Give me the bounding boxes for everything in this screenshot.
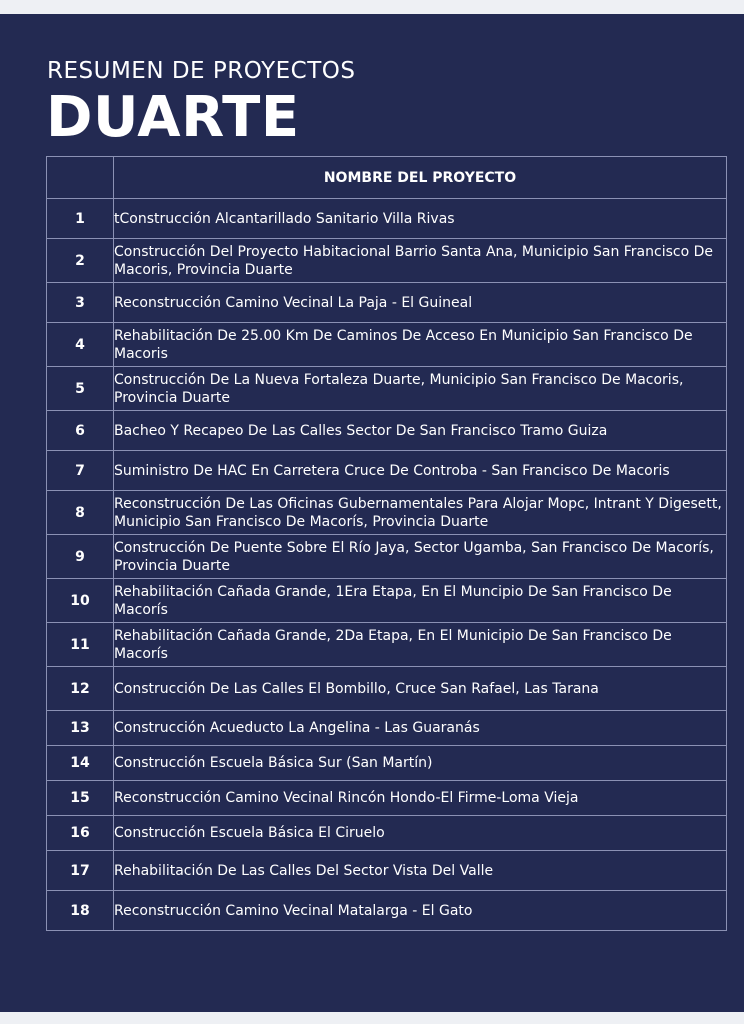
- table-row: [47, 746, 727, 781]
- project-number: 2: [47, 239, 114, 283]
- projects-table: [46, 156, 727, 931]
- table-row: [47, 711, 727, 746]
- table-row: [47, 781, 727, 816]
- table-row: [47, 535, 727, 579]
- table-row: [47, 367, 727, 411]
- project-name: Construcción Acueducto La Angelina - Las Guaranás: [114, 711, 727, 746]
- project-name: Reconstrucción Camino Vecinal Rincón Hondo-El Firme-Loma Vieja: [114, 781, 727, 816]
- project-name: Rehabilitación Cañada Grande, 1Era Etapa, En El Muncipio De San Francisco De Macorís: [114, 579, 727, 623]
- project-name: Construcción De La Nueva Fortaleza Duarte, Municipio San Francisco De Macoris, Provincia Duarte: [114, 367, 727, 411]
- table-header-row: [47, 157, 727, 199]
- project-number: 13: [47, 711, 114, 746]
- project-number: 17: [47, 851, 114, 891]
- project-name: Rehabilitación Cañada Grande, 2Da Etapa, En El Municipio De San Francisco De Macorís: [114, 623, 727, 667]
- page-subtitle: RESUMEN DE PROYECTOS: [47, 58, 356, 84]
- project-number: 7: [47, 451, 114, 491]
- number-column-header: [47, 157, 114, 199]
- project-number: 4: [47, 323, 114, 367]
- project-name: Reconstrucción Camino Vecinal La Paja - El Guineal: [114, 283, 727, 323]
- table-row: [47, 451, 727, 491]
- table-row: [47, 623, 727, 667]
- project-name: Bacheo Y Recapeo De Las Calles Sector De San Francisco Tramo Guiza: [114, 411, 727, 451]
- project-name: Rehabilitación De 25.00 Km De Caminos De Acceso En Municipio San Francisco De Macoris: [114, 323, 727, 367]
- project-name: Construcción De Puente Sobre El Río Jaya, Sector Ugamba, San Francisco De Macorís, Provincia Duarte: [114, 535, 727, 579]
- document-page: [0, 14, 744, 1012]
- project-name: Suministro De HAC En Carretera Cruce De Controba - San Francisco De Macoris: [114, 451, 727, 491]
- project-number: 3: [47, 283, 114, 323]
- project-name: Construcción Del Proyecto Habitacional Barrio Santa Ana, Municipio San Francisco De Macoris, Provincia Duarte: [114, 239, 727, 283]
- table-row: [47, 411, 727, 451]
- table-row: [47, 199, 727, 239]
- table-row: [47, 491, 727, 535]
- table-row: [47, 283, 727, 323]
- project-name-column-header: NOMBRE DEL PROYECTO: [114, 157, 727, 199]
- table-row: [47, 816, 727, 851]
- project-number: 12: [47, 667, 114, 711]
- project-number: 8: [47, 491, 114, 535]
- project-number: 9: [47, 535, 114, 579]
- table-row: [47, 851, 727, 891]
- project-name: Rehabilitación De Las Calles Del Sector Vista Del Valle: [114, 851, 727, 891]
- project-number: 14: [47, 746, 114, 781]
- table-row: [47, 239, 727, 283]
- project-name: Construcción De Las Calles El Bombillo, Cruce San Rafael, Las Tarana: [114, 667, 727, 711]
- table-row: [47, 891, 727, 931]
- project-name: Reconstrucción Camino Vecinal Matalarga - El Gato: [114, 891, 727, 931]
- project-name: Reconstrucción De Las Oficinas Gubernamentales Para Alojar Mopc, Intrant Y Digesett, Municipio San Francisco De Macorís, Provincia Duarte: [114, 491, 727, 535]
- project-number: 16: [47, 816, 114, 851]
- project-number: 1: [47, 199, 114, 239]
- project-name: Construcción Escuela Básica Sur (San Martín): [114, 746, 727, 781]
- project-number: 15: [47, 781, 114, 816]
- project-name: tConstrucción Alcantarillado Sanitario Villa Rivas: [114, 199, 727, 239]
- project-number: 18: [47, 891, 114, 931]
- project-number: 5: [47, 367, 114, 411]
- project-number: 6: [47, 411, 114, 451]
- project-number: 10: [47, 579, 114, 623]
- table-row: [47, 579, 727, 623]
- page-title: DUARTE: [46, 85, 300, 150]
- table-row: [47, 323, 727, 367]
- table-row: [47, 667, 727, 711]
- project-number: 11: [47, 623, 114, 667]
- project-name: Construcción Escuela Básica El Ciruelo: [114, 816, 727, 851]
